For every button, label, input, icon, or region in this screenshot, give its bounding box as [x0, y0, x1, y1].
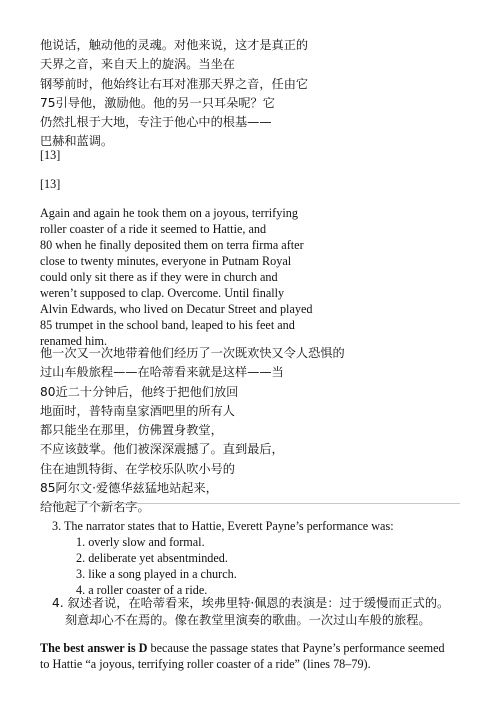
text-line: 85 trumpet in the school band, leaped to his feet and: [40, 318, 295, 332]
answer-explanation: [40, 640, 445, 672]
footnote-marker: [13]: [40, 177, 61, 191]
text-line: roller coaster of a ride it seemed to Hattie, and: [40, 222, 267, 236]
chinese-question: [52, 595, 449, 629]
text-line: could only sit there as if they were in church and: [40, 270, 278, 284]
text-line: 过山车般旅程——在哈蒂看来就是这样——当: [40, 365, 284, 380]
text-line: 他一次又一次地带着他们经历了一次既欢快又令人恐惧的: [40, 346, 345, 360]
text-line: Alvin Edwards, who lived on Decatur Street and played: [40, 302, 313, 316]
answer-text: because the passage states that Payne’s performance seemed: [147, 641, 445, 655]
text-line: 住在迪凯特街、在学校乐队吹小号的: [40, 461, 235, 476]
option-item: 1. overly slow and formal.: [76, 535, 205, 549]
text-line: 4. 叙述者说，在哈蒂看来，埃弗里特·佩恩的表演是：过于缓慢而正式的。: [52, 596, 450, 610]
text-line: 巴赫和蓝调。: [40, 134, 114, 149]
answer-options: [76, 534, 237, 598]
text-line: 仍然扎根于大地，专注于他心中的根基——: [40, 115, 272, 130]
option-item: 4. a roller coaster of a ride.: [76, 583, 208, 597]
section-divider: [40, 503, 460, 504]
question-stem: 3. The narrator states that to Hattie, Everett Payne’s performance was:: [52, 519, 394, 533]
option-item: 2. deliberate yet absentminded.: [76, 551, 228, 565]
text-line: Again and again he took them on a joyous, terrifying: [40, 206, 298, 220]
text-line: 刻意却心不在焉的。像在教堂里演奏的歌曲。一次过山车般的旅程。: [65, 613, 431, 627]
text-line: 85阿尔文·爱德华兹猛地站起来，: [40, 481, 218, 496]
answer-label: The best answer is D: [40, 641, 148, 655]
answer-text: to Hattie “a joyous, terrifying roller coaster of a ride” (lines 78–79).: [40, 657, 371, 671]
text-line: 钢琴前时，他始终让右耳对准那天界之音，任由它: [40, 76, 309, 91]
text-line: 不应该鼓掌。他们被深深震撼了。直到最后，: [40, 442, 284, 457]
english-passage: [40, 205, 312, 349]
chinese-paragraph-2: [40, 344, 345, 518]
footnote-marker: [13]: [40, 148, 61, 162]
text-line: 天界之音，来自天上的旋涡。当坐在: [40, 57, 235, 72]
text-line: 80近二十分钟后，他终于把他们放回: [40, 384, 239, 399]
text-line: close to twenty minutes, everyone in Putnam Royal: [40, 254, 292, 268]
chinese-paragraph-1: [40, 36, 308, 152]
text-line: renamed him.: [40, 334, 108, 348]
text-line: 80 when he finally deposited them on terra firma after: [40, 238, 304, 252]
text-line: 他说话，触动他的灵魂。对他来说，这才是真正的: [40, 38, 309, 52]
option-item: 3. like a song played in a church.: [76, 567, 237, 581]
text-line: weren’t supposed to clap. Overcome. Until finally: [40, 286, 285, 300]
text-line: 给他起了个新名字。: [40, 500, 150, 515]
text-line: 75引导他，激励他。他的另一只耳朵呢？它: [40, 95, 275, 110]
text-line: 都只能坐在那里，仿佛置身教堂，: [40, 423, 223, 438]
text-line: 地面时，普特南皇家酒吧里的所有人: [40, 403, 235, 418]
